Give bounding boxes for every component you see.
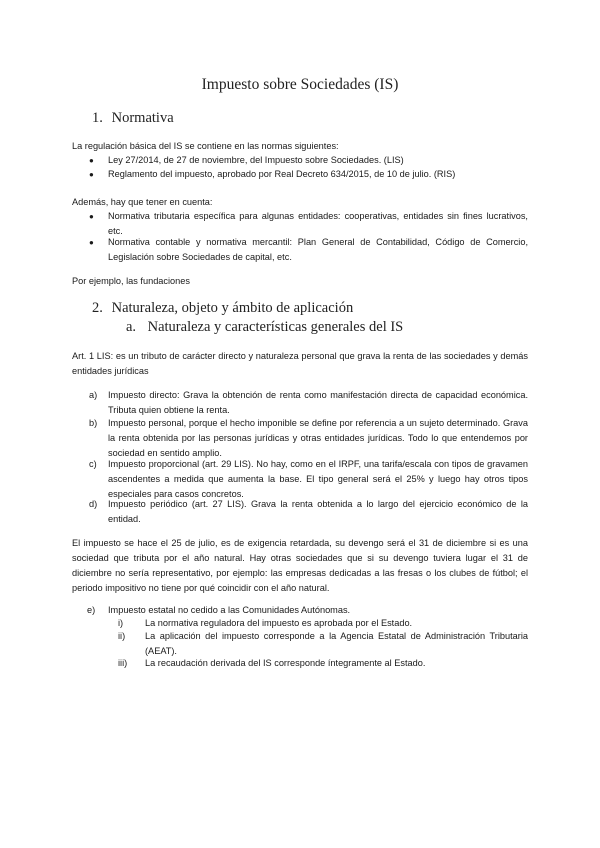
list-item: [118, 656, 528, 671]
list-item: [89, 153, 528, 168]
list-item-text: La recaudación derivada del IS corresponde íntegramente al Estado.: [145, 658, 426, 668]
section-2-number: 2.: [92, 300, 103, 316]
article-1-paragraph: Art. 1 LIS: es un tributo de carácter directo y naturaleza personal que grava la renta de las sociedades y demás entidades jurídicas: [72, 351, 528, 376]
list-item-label: b): [89, 418, 98, 428]
list-item-text: Impuesto directo: Grava la obtención de renta como manifestación directa de capacidad económica. Tributa quien obtiene la renta.: [108, 390, 528, 415]
list-item-text: La normativa reguladora del impuesto es aprobada por el Estado.: [145, 618, 413, 628]
list-item: [89, 457, 528, 502]
list-item: [89, 497, 528, 527]
list-item: [89, 167, 528, 182]
section-1-also: Además, hay que tener en cuenta:: [72, 197, 213, 207]
bullet-icon: ●: [89, 238, 94, 247]
list-item-text: Impuesto proporcional (art. 29 LIS). No hay, como en el IRPF, una tarifa/escala con tipos de gravamen ascendentes a medida que aumenta la base. El tipo general será el 25% y luego hay otros tipos especiales para casos concretos.: [108, 459, 528, 499]
document-title: Impuesto sobre Sociedades (IS): [201, 76, 399, 93]
section-1-intro: La regulación básica del IS se contiene en las normas siguientes:: [72, 141, 339, 151]
list-item: [89, 235, 528, 265]
bullet-icon: ●: [89, 156, 94, 165]
list-item-label: a): [89, 390, 98, 400]
section-2-heading: [92, 300, 353, 317]
list-item-label: d): [89, 499, 98, 509]
list-item: [89, 416, 528, 461]
subsection-a-number: a.: [126, 319, 137, 335]
section-1-title: Normativa: [111, 110, 174, 126]
list-item-text: Normativa contable y normativa mercantil: Plan General de Contabilidad, Código de Comercio, Legislación sobre Sociedades de capital, etc.: [108, 237, 528, 262]
list-item-text: La aplicación del impuesto corresponde a la Agencia Estatal de Administración Tributaria (AEAT).: [145, 631, 528, 656]
list-item-text: Impuesto personal, porque el hecho imponible se define por referencia a un sujeto determinado. Grava la renta obtenida por las personas jurídicas y otras entidades jurídicas. Todo lo que entendemos por sociedad en sentido amplio.: [108, 418, 528, 458]
subsection-a-title: Naturaleza y características generales del IS: [147, 319, 404, 335]
list-item-text: Normativa tributaria específica para algunas entidades: cooperativas, entidades sin fines lucrativos, etc.: [108, 211, 528, 236]
list-item-text: Ley 27/2014, de 27 de noviembre, del Impuesto sobre Sociedades. (LIS): [108, 155, 404, 165]
list-item-text: Reglamento del impuesto, aprobado por Real Decreto 634/2015, de 10 de julio. (RIS): [108, 169, 456, 179]
list-item-text: Impuesto periódico (art. 27 LIS). Grava la renta obtenida a lo largo del ejercicio económico de la entidad.: [108, 499, 528, 524]
list-item: [89, 388, 528, 418]
section-1-number: 1.: [92, 110, 103, 126]
list-item-label: c): [89, 459, 97, 469]
list-item: [118, 629, 528, 659]
subsection-a-heading: [126, 319, 403, 336]
section-1-heading: [92, 110, 174, 127]
section-1-example: Por ejemplo, las fundaciones: [72, 276, 190, 286]
list-item-text: Impuesto estatal no cedido a las Comunidades Autónomas.: [108, 605, 351, 615]
bullet-icon: ●: [89, 212, 94, 221]
list-item-label: i): [118, 618, 124, 628]
section-2-title: Naturaleza, objeto y ámbito de aplicación: [111, 300, 354, 316]
list-item-label: e): [87, 605, 96, 615]
bullet-icon: ●: [89, 170, 94, 179]
devengo-paragraph: El impuesto se hace el 25 de julio, es de exigencia retardada, su devengo será el 31 de diciembre si es una sociedad que tributa por el año natural. Hay otras sociedades que si su devengo tuviera lugar el 31 de diciembre no sería representativo, por ejemplo: las empresas dedicadas a las fresas o los clubes de fútbol; el periodo impositivo no tiene por qué coincidir con el año natural.: [72, 538, 528, 593]
list-item-label: ii): [118, 631, 126, 641]
list-item-label: iii): [118, 658, 128, 668]
